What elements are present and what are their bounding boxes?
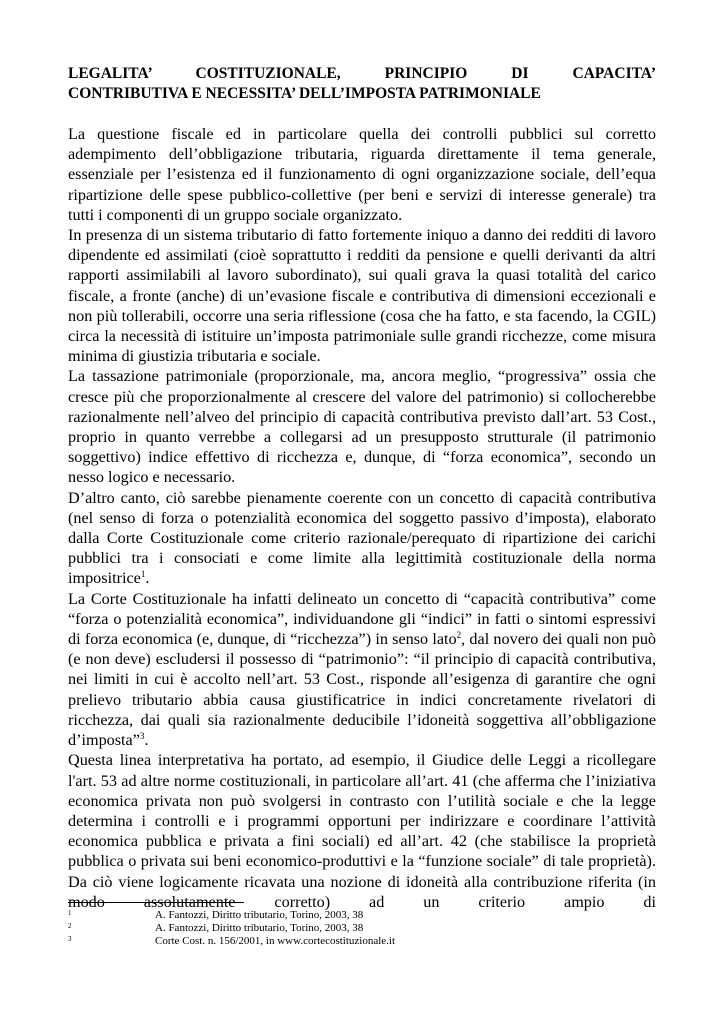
paragraph-4-text: D’altro canto, ciò sarebbe pienamente coerente con un concetto di capacità contributiva (nel senso di forza o potenzialità economica del soggetto passivo d’imposta), elaborato dalla Corte Costituzionale come criterio razionale/perequato di ripartizione dei carichi pubblici tra i consociati e come limite alla legittimità costituzionale della norma impositrice [68,488,656,588]
paragraph-6-text: Questa linea interpretativa ha portato, ad esempio, il Giudice delle Leggi a ricollegare l'art. 53 ad altre norme costituzionali, in particolare all’art. 41 (che afferma che l’iniziativa economica privata non può svolgersi in contrasto con l’utilità sociale e che la legge determina i controlli e i programmi opportuni per indirizzare e coordinare l’attività economica pubblica e privata a fini sociali) ed all’art. 42 (che stabilisce la proprietà pubblica o privata sui beni economico-produttivi e la “funzione sociale” di tale proprietà). Da ciò viene logicamente ricavata una nozione di idoneità alla contribuzione riferita (in modo assolutamente corretto) ad un criterio ampio di [68,751,656,911]
footnote-3 [68,935,656,948]
footnote-1 [68,909,656,922]
footnote-ref-2[interactable]: 2 [456,630,462,641]
title-line-2: CONTRIBUTIVA E NECESSITA’ DELL’IMPOSTA PATRIMONIALE [68,85,541,102]
footnote-2 [68,922,656,935]
paragraph-5-text: La Corte Costituzionale ha infatti delineato un concetto di “capacità contributiva” come “forza o potenzialità economica”, individuandone gli “indici” in fatti o sintomi espressivi di forza economica (e, dunque, di “ricchezza”) in senso lato [68,589,656,649]
paragraph-3 [68,366,656,487]
footnote-ref-3[interactable]: 3 [139,731,145,742]
footnote-ref-1[interactable]: 1 [140,569,146,580]
paragraph-5-end: . [144,731,149,750]
paragraph-4 [68,488,656,589]
footnote-text: A. Fantozzi, Diritto tributario, Torino, 2003, 38 [155,922,364,934]
paragraph-2-text: In presenza di un sistema tributario di fatto fortemente iniquo a danno dei redditi di lavoro dipendente ed assimilati (cioè soprattutto i redditi da pensione e quelli derivanti da altri rapporti assimilabili al lavoro subordinato), sui quali grava la quasi totalità del carico fiscale, a fronte (anche) di un’evasione fiscale e contributiva di dimensioni eccezionali e non più tollerabili, occorre una seria riflessione (cosa che ha fatto, e sta facendo, la CGIL) circa la necessità di istituire un’imposta patrimoniale sulle grandi ricchezze, come misura minima di giustizia tributaria e sociale. [68,226,656,366]
footnote-text: Corte Cost. n. 156/2001, in www.cortecostituzionale.it [155,935,396,947]
title-line-1: LEGALITA’ COSTITUZIONALE, PRINCIPIO DI CAPACITA’ [68,65,656,82]
footnote-number: 3 [68,935,72,943]
paragraph-5-middle: , dal novero dei quali non può (e non deve) escludersi il possesso di “patrimonio”: “il principio di capacità contributiva, nei limiti in cui è accolto nell’art. 53 Cost., risponde all’esigenza di garantire che ogni prelievo tributario abbia causa giustificatrice in indici concretamente rivelatori di ricchezza, dai quali sia razionalmente deducibile l’idoneità soggettiva all’obbligazione d’imposta” [68,630,657,750]
footnote-number: 2 [68,922,72,930]
footnote-text: A. Fantozzi, Diritto tributario, Torino, 2003, 38 [155,909,364,921]
footnotes [68,909,656,948]
paragraph-1-text: La questione fiscale ed in particolare quella dei controlli pubblici sul corretto adempimento dell’obbligazione tributaria, riguarda direttamente il tema generale, essenziale per l’esistenza ed il funzionamento di ogni organizzazione sociale, dell’equa ripartizione delle spese pubblico-collettive (per beni e servizi di interesse generale) tra tutti i componenti di un gruppo sociale organizzato. [68,125,656,224]
footnote-separator [68,902,244,903]
paragraph-4-end: . [145,569,150,588]
document-title [68,64,656,104]
paragraph-5 [68,589,656,751]
paragraph-6 [68,750,656,912]
paragraph-2 [68,225,656,366]
document-page [68,64,656,912]
paragraph-3-text: La tassazione patrimoniale (proporzionale, ma, ancora meglio, “progressiva” ossia che cresce più che proporzionalmente al crescere del valore del patrimonio) si collocherebbe razionalmente nell’alveo del principio di capacità contributiva previsto dall’art. 53 Cost., proprio in quanto verrebbe a collegarsi ad un presupposto strutturale (il patrimonio soggettivo) indice effettivo di ricchezza e, dunque, di “forza economica”, secondo un nesso logico e necessario. [68,367,656,487]
paragraph-1 [68,124,656,225]
footnote-number: 1 [68,909,72,917]
